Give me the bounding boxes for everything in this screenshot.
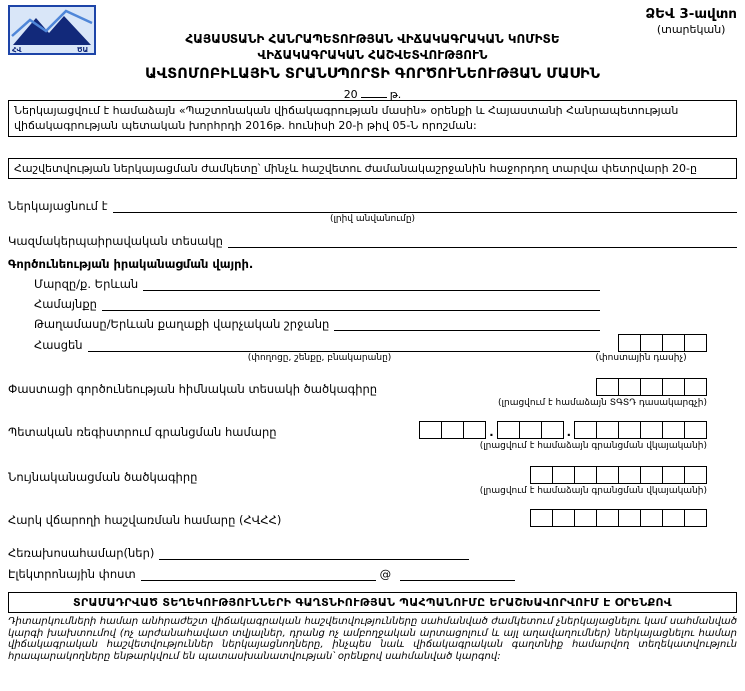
postal-code-boxes — [618, 334, 707, 352]
org-type-input-line[interactable] — [228, 234, 737, 248]
digit-box[interactable] — [596, 378, 619, 396]
digit-box[interactable] — [596, 421, 619, 439]
form-periodicity: (տարեկան) — [656, 23, 726, 36]
region-row — [34, 277, 737, 291]
email-domain-input-line[interactable] — [400, 567, 515, 581]
digit-box-group — [419, 421, 486, 439]
deadline-notice: Հաշվետվության ներկայացման ժամկետը՝ մինչև հաշվետու ժամանակաշրջանին հաջորդող տարվա փետրվարի 20-ը — [8, 158, 737, 179]
digit-box[interactable] — [618, 378, 641, 396]
register-number-row — [8, 421, 737, 439]
logo-letters-right: ԾԱ — [77, 46, 89, 54]
form-titles — [8, 4, 737, 101]
digit-box[interactable] — [684, 421, 707, 439]
digit-box[interactable] — [419, 421, 442, 439]
armstat-logo-image — [8, 5, 96, 55]
org-type-label: Կազմակերպաիրավական տեսակը — [8, 234, 223, 249]
logo-letters-left: ՀՎ — [12, 46, 22, 54]
community-row — [34, 297, 737, 311]
district-input-line[interactable] — [334, 317, 600, 331]
digit-box[interactable] — [574, 421, 597, 439]
digit-box[interactable] — [618, 421, 641, 439]
year-line — [8, 87, 737, 101]
digit-box[interactable] — [463, 421, 486, 439]
year-suffix: թ. — [389, 88, 402, 102]
digit-box[interactable] — [684, 466, 707, 484]
register-number-label: Պետական ռեգիստրում գրանցման համարը — [8, 425, 277, 440]
email-label: Էլեկտրոնային փոստ — [8, 567, 136, 582]
digit-box-group — [530, 466, 707, 484]
armstat-logo — [8, 5, 96, 55]
register-number-boxes — [419, 421, 707, 439]
digit-box[interactable] — [574, 509, 597, 527]
digit-box-group — [497, 421, 564, 439]
phone-label: Հեռախոսահամար(ներ) — [8, 546, 155, 561]
year-prefix: 20 — [343, 88, 358, 102]
id-code-label: Նույնականացման ծածկագիրը — [8, 470, 198, 485]
id-code-boxes — [530, 466, 707, 484]
group-separator-dot: . — [489, 425, 494, 440]
presenter-input-line[interactable] — [113, 199, 738, 213]
presenter-row — [8, 199, 737, 213]
presenter-caption: (լրիվ անվանումը) — [329, 214, 416, 225]
form-title: ԱՎՏՈՄՈԲԻԼԱՅԻՆ ՏՐԱՆՍՊՈՐՏԻ ԳՈՐԾՈՒՆԵՈՒԹՅԱՆ ՄԱՍԻՆ — [145, 66, 600, 83]
digit-box[interactable] — [530, 466, 553, 484]
form-code: ՁԵՎ 3-ավտո — [645, 6, 737, 22]
digit-box[interactable] — [541, 421, 564, 439]
location-section-header: Գործունեության իրականացման վայրի. — [8, 257, 254, 272]
register-number-caption: (լրացվում է համաձայն գրանցման վկայականի) — [479, 441, 707, 452]
activity-code-caption: (լրացվում է համաձայն ՏԳՏԴ դասակարգչի) — [498, 398, 707, 409]
digit-box[interactable] — [497, 421, 520, 439]
group-separator-dot: . — [566, 425, 571, 440]
id-code-row — [8, 466, 737, 484]
district-label: Թաղամասը/Երևան քաղաքի վարչական շրջանը — [34, 317, 330, 332]
digit-box[interactable] — [684, 509, 707, 527]
legal-basis-notice: Ներկայացվում է համաձայն «Պաշտոնական վիճակագրության մասին» օրենքի և Հայաստանի Հանրապետության վիճակագրության պետական խորհրդի 2016թ. հունիսի 20-ի թիվ 05-Ն որոշման: — [8, 100, 737, 137]
digit-box[interactable] — [662, 509, 685, 527]
community-input-line[interactable] — [102, 297, 600, 311]
digit-box[interactable] — [519, 421, 542, 439]
legal-liability-note: Դիտարկումների համար անհրաժեշտ վիճակագրական հաշվետվությունները սահմանված ժամկետում չներկայացնելու կամ սահմանված կարգի խախտումով (ոչ արժանահավատ տվյալներ, դրանց ոչ ամբողջական արտացոլում և այլ աղավաղումներ) ներկայացնելու համար վիճակագրական հաշվետվություններ ներկայացնողները, ինչպես նաև վիճակագրական գաղտնիք համարվող տեղեկատվություն հրապարակողները ենթարկվում են պատասխանատվության՝ օրենքով սահմանված կարգով: — [8, 616, 737, 662]
digit-box-group — [574, 421, 707, 439]
tin-row — [8, 509, 737, 527]
digit-box[interactable] — [640, 378, 663, 396]
tin-boxes — [530, 509, 707, 527]
postal-code-caption: (փոստային դասիչ) — [595, 353, 687, 364]
year-blank-field[interactable] — [361, 87, 387, 98]
digit-box[interactable] — [640, 421, 663, 439]
digit-box[interactable] — [618, 509, 641, 527]
region-label: Մարզը/ք. Երևան — [34, 277, 139, 292]
digit-box[interactable] — [684, 334, 707, 352]
form-code-block — [645, 6, 737, 36]
digit-box[interactable] — [684, 378, 707, 396]
digit-box[interactable] — [662, 378, 685, 396]
confidentiality-notice: ՏՐԱՄԱԴՐՎԱԾ ՏԵՂԵԿՈՒԹՅՈՒՆՆԵՐԻ ԳԱՂՏՆԻՈՒԹՅԱՆ ՊԱՀՊԱՆՈՒՄԸ ԵՐԱՇԽԱՎՈՐՎՈՒՄ Է ՕՐԵՆՔՈՎ — [8, 592, 737, 613]
digit-box[interactable] — [596, 509, 619, 527]
digit-box[interactable] — [640, 509, 663, 527]
tin-label: Հարկ վճարողի հաշվառման համարը (ՀՎՀՀ) — [8, 513, 282, 528]
digit-box[interactable] — [640, 466, 663, 484]
digit-box[interactable] — [618, 334, 641, 352]
digit-box[interactable] — [618, 466, 641, 484]
activity-code-label: Փաստացի գործունեության հիմնական տեսակի ծածկագիրը — [8, 382, 378, 397]
address-row — [34, 334, 737, 352]
phone-input-line[interactable] — [159, 546, 469, 560]
org-type-row — [8, 234, 737, 248]
digit-box-group — [618, 334, 707, 352]
form-header — [8, 4, 737, 100]
id-code-caption: (լրացվում է համաձայն գրանցման վկայականի) — [479, 486, 707, 497]
committee-name: ՀԱՅԱՍՏԱՆԻ ՀԱՆՐԱՊԵՏՈՒԹՅԱՆ ՎԻՃԱԿԱԳՐԱԿԱՆ ԿՈՄԻՏԵ — [185, 32, 560, 46]
district-row — [34, 317, 737, 331]
address-caption: (փողոցը, շենքը, բնակարանը) — [247, 353, 392, 364]
digit-box[interactable] — [552, 466, 575, 484]
activity-code-row — [8, 378, 737, 396]
digit-box[interactable] — [662, 466, 685, 484]
digit-box[interactable] — [640, 334, 663, 352]
phone-row — [8, 546, 737, 560]
digit-box[interactable] — [662, 334, 685, 352]
digit-box[interactable] — [530, 509, 553, 527]
community-label: Համայնքը — [34, 297, 97, 312]
digit-box[interactable] — [662, 421, 685, 439]
email-local-input-line[interactable] — [141, 567, 376, 581]
region-input-line[interactable] — [143, 277, 600, 291]
presenter-label: Ներկայացնում է — [8, 199, 108, 214]
digit-box[interactable] — [596, 466, 619, 484]
digit-box[interactable] — [574, 466, 597, 484]
address-label: Հասցեն — [34, 338, 83, 353]
digit-box[interactable] — [552, 509, 575, 527]
digit-box[interactable] — [441, 421, 464, 439]
activity-code-boxes — [596, 378, 707, 396]
digit-box-group — [596, 378, 707, 396]
report-type: ՎԻՃԱԿԱԳՐԱԿԱՆ ՀԱՇՎԵՏՎՈՒԹՅՈՒՆ — [257, 47, 488, 62]
address-captions — [8, 353, 737, 363]
address-input-line[interactable] — [88, 338, 600, 352]
email-row — [8, 567, 737, 581]
at-sign: @ — [379, 567, 392, 582]
digit-box-group — [530, 509, 707, 527]
